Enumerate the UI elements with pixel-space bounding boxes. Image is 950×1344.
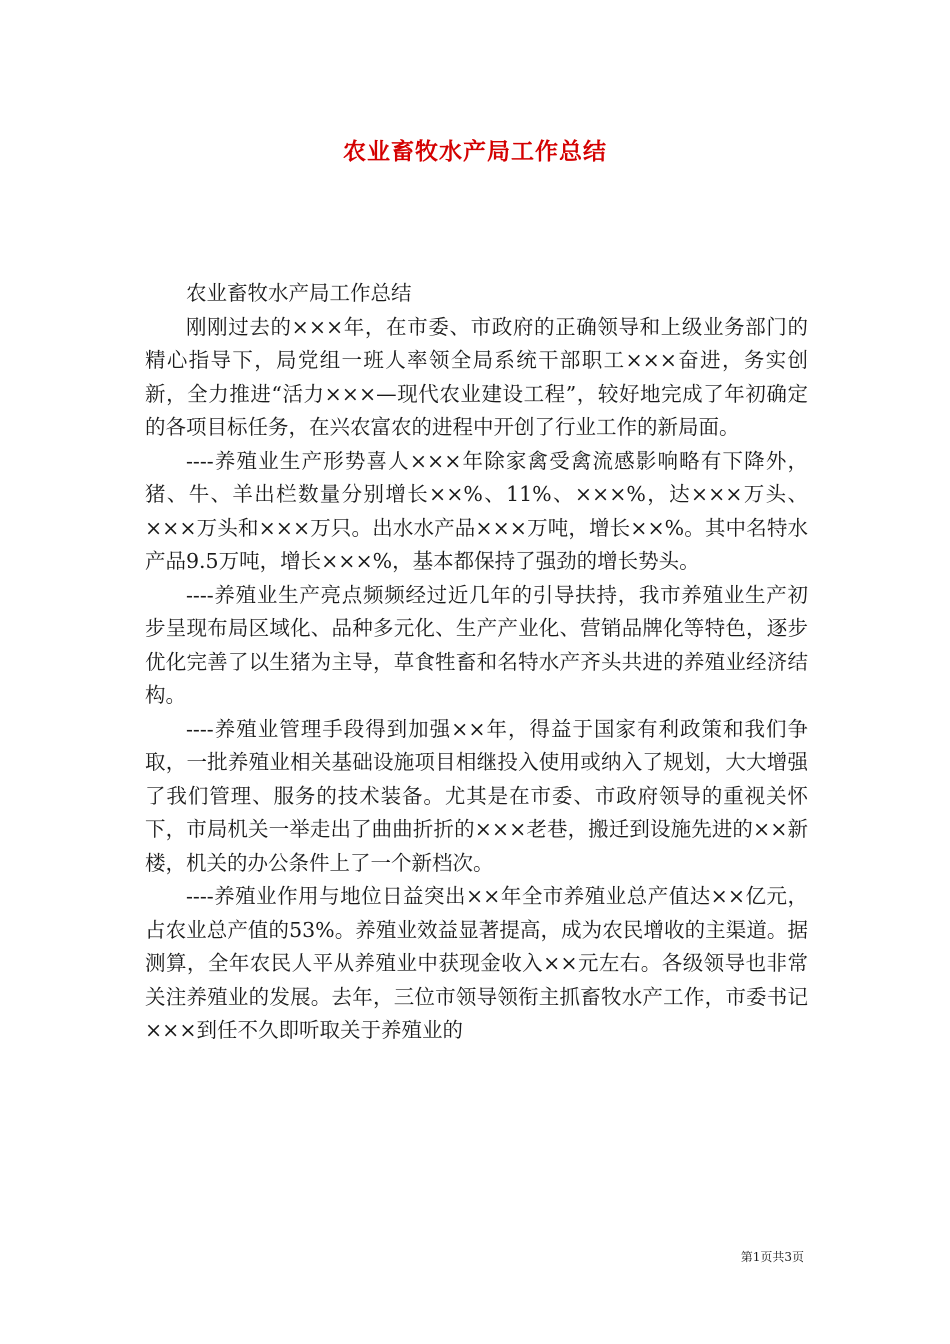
paragraph-management: ----养殖业管理手段得到加强××年，得益于国家有利政策和我们争取，一批养殖业相关基础设施项目相继投入使用或纳入了规划，大大增强了我们管理、服务的技术装备。尤其是在市委、市政府领导的重视关怀下，市局机关一举走出了曲曲折折的×××老巷，搬迁到设施先进的××新楼，机关的办公条件上了一个新档次。 (145, 716, 808, 875)
paragraph-subtitle: 农业畜牧水产局工作总结 (186, 281, 412, 305)
paragraph-role: ----养殖业作用与地位日益突出××年全市养殖业总产值达××亿元，占农业总产值的53%。养殖业效益显著提高，成为农民增收的主渠道。据测算，全年农民人平从养殖业中获现金收入××元左右。各级领导也非常关注养殖业的发展。去年，三位市领导领衔主抓畜牧水产工作，市委书记×××到任不久即听取关于养殖业的 (145, 884, 808, 1042)
paragraph-highlights: ----养殖业生产亮点频频经过近几年的引导扶持，我市养殖业生产初步呈现布局区域化、品种多元化、生产产业化、营销品牌化等特色，逐步优化完善了以生猪为主导，草食牲畜和名特水产齐头共进的养殖业经济结构。 (145, 582, 808, 707)
paragraph-production: ----养殖业生产形势喜人×××年除家禽受禽流感影响略有下降外，猪、牛、羊出栏数量分别增长××%、11%、×××%，达×××万头、×××万头和×××万只。出水水产品×××万吨，增长××%。其中名特水产品9.5万吨，增长×××%，基本都保持了强劲的增长势头。 (145, 448, 808, 573)
page-number: 第1页共3页 (740, 1250, 804, 1264)
document-title: 农业畜牧水产局工作总结 (343, 139, 607, 165)
document-body (145, 277, 808, 1048)
paragraph-intro: 刚刚过去的×××年，在市委、市政府的正确领导和上级业务部门的精心指导下，局党组一班人率领全局系统干部职工×××奋进，务实创新，全力推进“活力×××—现代农业建设工程”，较好地完成了年初确定的各项目标任务，在兴农富农的进程中开创了行业工作的新局面。 (145, 314, 808, 439)
